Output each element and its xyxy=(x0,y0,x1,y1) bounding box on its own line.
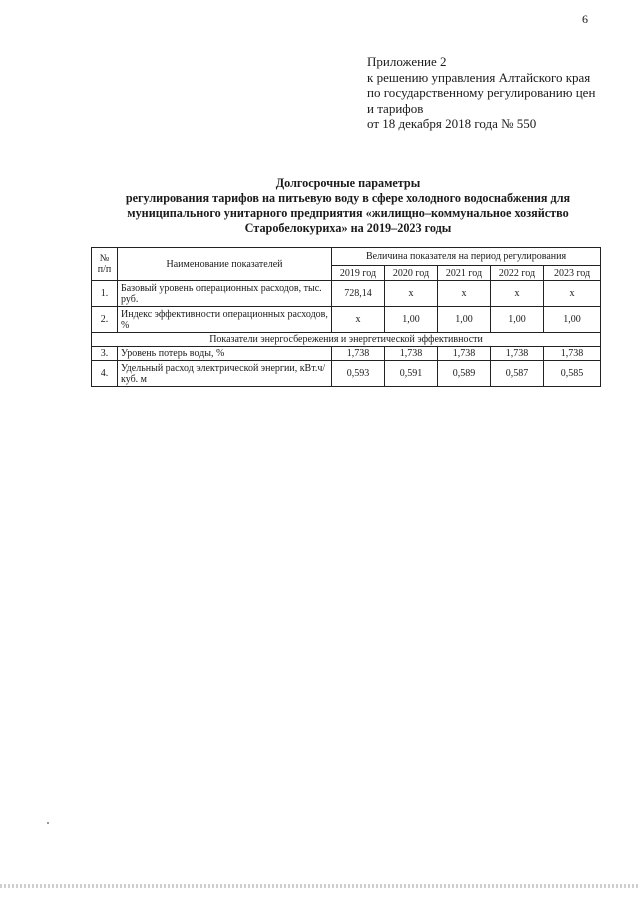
page-number: 6 xyxy=(582,12,588,26)
row-value: 1,00 xyxy=(385,307,438,333)
parameters-table xyxy=(91,247,601,387)
header-name: Наименование показателей xyxy=(118,248,332,281)
row-value: 1,00 xyxy=(544,307,601,333)
table-header-row xyxy=(92,248,601,266)
row-num: 3. xyxy=(92,347,118,361)
section-title: Показатели энергосбережения и энергетической эффективности xyxy=(92,333,601,347)
scan-speck xyxy=(47,822,49,824)
title-line: муниципального унитарного предприятия «жилищно–коммунальное хозяйство xyxy=(127,206,569,220)
row-value: 0,589 xyxy=(438,361,491,387)
row-value: 1,00 xyxy=(491,307,544,333)
row-value: 1,738 xyxy=(544,347,601,361)
appendix-line: от 18 декабря 2018 года № 550 xyxy=(367,116,537,131)
row-value: 1,738 xyxy=(491,347,544,361)
table-row xyxy=(92,281,601,307)
appendix-line: к решению управления Алтайского края xyxy=(367,69,591,85)
header-year: 2021 год xyxy=(438,266,491,281)
row-num: 1. xyxy=(92,281,118,307)
row-value: 0,587 xyxy=(491,361,544,387)
scan-edge-strip xyxy=(0,884,640,888)
header-year: 2023 год xyxy=(544,266,601,281)
row-value: х xyxy=(544,281,601,307)
table-row xyxy=(92,307,601,333)
row-value: 0,593 xyxy=(332,361,385,387)
title-line: регулирования тарифов на питьевую воду в сфере холодного водоснабжения для xyxy=(125,191,571,205)
row-value: 1,738 xyxy=(438,347,491,361)
appendix-line: по государственному регулированию цен xyxy=(367,85,596,100)
header-num: № п/п xyxy=(92,248,118,281)
row-name: Удельный расход электрической энергии, кВт.ч/куб. м xyxy=(118,361,332,387)
row-value: х xyxy=(385,281,438,307)
row-num: 2. xyxy=(92,307,118,333)
row-value: 1,738 xyxy=(332,347,385,361)
row-num: 4. xyxy=(92,361,118,387)
header-year: 2020 год xyxy=(385,266,438,281)
row-value: х xyxy=(332,307,385,333)
row-value: 1,00 xyxy=(438,307,491,333)
header-year: 2019 год xyxy=(332,266,385,281)
row-value: 0,585 xyxy=(544,361,601,387)
header-period: Величина показателя на период регулирования xyxy=(332,248,601,266)
row-value: х xyxy=(438,281,491,307)
row-name: Уровень потерь воды, % xyxy=(118,347,332,361)
row-name: Базовый уровень операционных расходов, тыс. руб. xyxy=(118,281,332,307)
row-name: Индекс эффективности операционных расходов, % xyxy=(118,307,332,333)
appendix-block xyxy=(367,54,617,132)
table-row xyxy=(92,361,601,387)
appendix-line: и тарифов xyxy=(367,100,424,116)
row-value: 728,14 xyxy=(332,281,385,307)
title-line: Долгосрочные параметры xyxy=(275,176,421,190)
row-value: х xyxy=(491,281,544,307)
table-row xyxy=(92,347,601,361)
section-row xyxy=(92,333,601,347)
header-year: 2022 год xyxy=(491,266,544,281)
title-line: Старобелокуриха» на 2019–2023 годы xyxy=(244,221,452,235)
row-value: 0,591 xyxy=(385,361,438,387)
appendix-line: Приложение 2 xyxy=(367,54,447,69)
document-title xyxy=(95,176,601,236)
row-value: 1,738 xyxy=(385,347,438,361)
